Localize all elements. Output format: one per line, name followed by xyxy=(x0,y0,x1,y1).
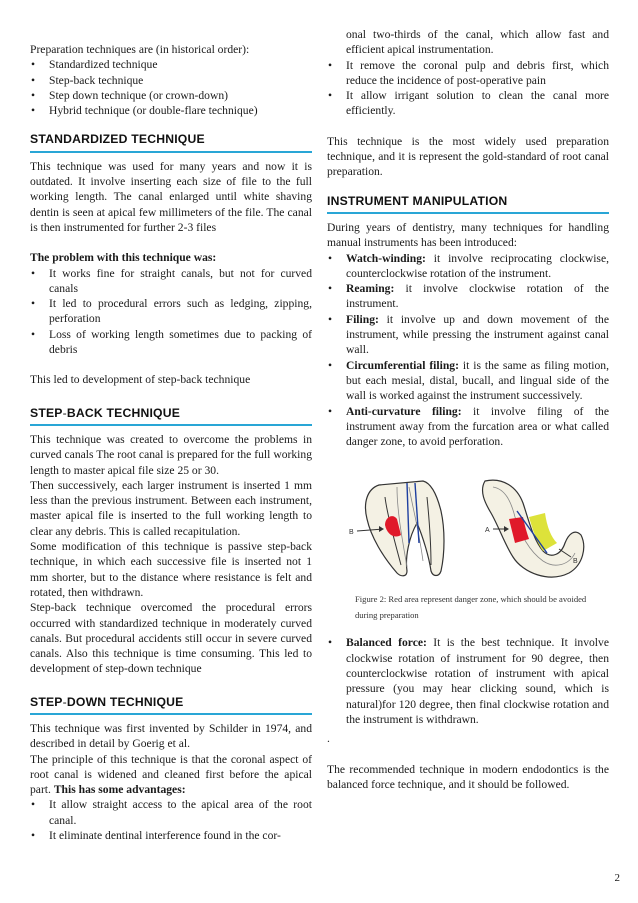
right-tooth-illustration xyxy=(483,481,584,578)
list-item: • Balanced force: It is the best technique. It involve clockwise rotation of instrument for 90 degree, then counterclockwise rotation of instrument with apical pressure (you may hear clicking sound, which is natural)for 120 degree, then final clockwise rotation and the instrument is withdrawn. xyxy=(327,635,609,727)
manipulation-heading: INSTRUMENT MANIPULATION xyxy=(327,194,609,214)
led-to-text: This led to development of step-back technique xyxy=(30,373,251,387)
advantages-continued xyxy=(327,27,609,119)
stepback-heading: STEP-BACK TECHNIQUE xyxy=(30,406,312,426)
standardized-paragraph: This technique was used for many years and now it is outdated. It involve inserting each size of file to the full working length. The canal enlarged until white shaving dentin is seen at apical few millimeters of the file. The canal is then instrumented for further 2-3 files xyxy=(30,159,312,234)
recommended-paragraph: The recommended technique in modern endodontics is the balanced force technique, and it should be followed. xyxy=(327,762,609,791)
stepback-paragraph-3: Some modification of this technique is passive step-back technique, in which each successive file is inserted not 1 mm shorter, but to the distance where resistance is felt and rotated, then withdrawn. xyxy=(30,540,312,599)
list-item: • Anti-curvature filing: it involve filing of the instrument away from the furcation area or what called danger zone, to avoid perforation. xyxy=(327,404,609,450)
list-item: • Step-back technique xyxy=(30,73,312,88)
list-item: • It remove the coronal pulp and debris first, which reduce the incidence of post-operative pain xyxy=(327,58,609,89)
stepback-paragraph-1: This technique was created to overcome the problems in curved canals The root canal is prepared for the full working length to master apical file size 25 or 30. xyxy=(30,432,312,477)
list-item: • Circumferential filing: it is the same as filing motion, but each mesial, distal, bucall, and lingual side of the wall is worked against the instrument successively. xyxy=(327,358,609,404)
advantages-list xyxy=(30,797,312,843)
technique-list xyxy=(30,57,312,118)
list-item: • It allow irrigant solution to clean the canal more efficiently. xyxy=(327,88,609,119)
page-number: 2 xyxy=(614,872,620,884)
list-item: • Hybrid technique (or double-flare technique) xyxy=(30,103,312,118)
left-tooth-illustration xyxy=(349,481,444,576)
label-a: A xyxy=(485,527,490,535)
left-column xyxy=(30,42,312,843)
manipulation-list xyxy=(327,251,609,450)
list-item: • Filing: it involve up and down movement of the instrument, while pressing the instrument against canal wall. xyxy=(327,312,609,358)
list-item: • Watch-winding: it involve reciprocating clockwise, counterclockwise rotation of the instrument. xyxy=(327,251,609,282)
stepdown-heading: STEP-DOWN TECHNIQUE xyxy=(30,695,312,715)
gold-standard-paragraph: This technique is the most widely used preparation technique, and it is represent the gold-standard of root canal preparation. xyxy=(327,134,609,179)
list-item-continued: onal two-thirds of the canal, which allow fast and efficient apical instrumentation. xyxy=(346,28,609,57)
danger-zone-figure xyxy=(327,473,609,621)
label-b-left: B xyxy=(349,529,354,537)
list-item: • Loss of working length sometimes due to packing of debris xyxy=(30,327,312,358)
figure-caption: Figure 2: Red area represent danger zone, which should be avoided during preparation xyxy=(355,594,587,621)
list-item: • It led to procedural errors such as ledging, zipping, perforation xyxy=(30,296,312,327)
balanced-force-list xyxy=(327,635,609,727)
list-item: • It works fine for straight canals, but not for curved canals xyxy=(30,266,312,297)
stepback-paragraph-2: Then successively, each larger instrument is inserted 1 mm less than the previous instrument. Between each instrument, master apical file is inserted to the full working length to clear any debris. This is called recapitulation. xyxy=(30,478,312,538)
intro-lead: Preparation techniques are (in historical order): xyxy=(30,43,250,56)
list-item: • It allow straight access to the apical area of the root canal. xyxy=(30,797,312,828)
stepback-paragraph-4: Step-back technique overcomed the procedural errors occurred with standardized technique in moderately curved canals. But procedural accidents still occur in severe curved canals. Also this technique is time consuming. This led to development of step-down technique xyxy=(30,601,312,676)
stepdown-paragraph-2: The principle of this technique is that the coronal aspect of root canal is widened and cleaned first before the apical part. This has some advantages: xyxy=(30,752,312,797)
stray-dot: . xyxy=(327,732,330,746)
list-item: • Standardized technique xyxy=(30,57,312,72)
stepdown-paragraph-1: This technique was first invented by Schilder in 1974, and described in detail by Goerig et al. xyxy=(30,721,312,751)
list-item: • It eliminate dentinal interference found in the cor- xyxy=(30,828,312,843)
list-item: • Reaming: it involve clockwise rotation of the instrument. xyxy=(327,281,609,312)
tooth-diagram xyxy=(327,473,609,591)
standardized-heading: STANDARDIZED TECHNIQUE xyxy=(30,132,312,152)
list-item: • Step down technique (or crown-down) xyxy=(30,88,312,103)
problem-title: The problem with this technique was: xyxy=(30,251,217,265)
right-column xyxy=(327,27,609,792)
label-b-right: B xyxy=(573,558,578,566)
manipulation-intro: During years of dentistry, many techniques for handling manual instruments has been introduced: xyxy=(327,220,609,250)
problem-list xyxy=(30,266,312,358)
